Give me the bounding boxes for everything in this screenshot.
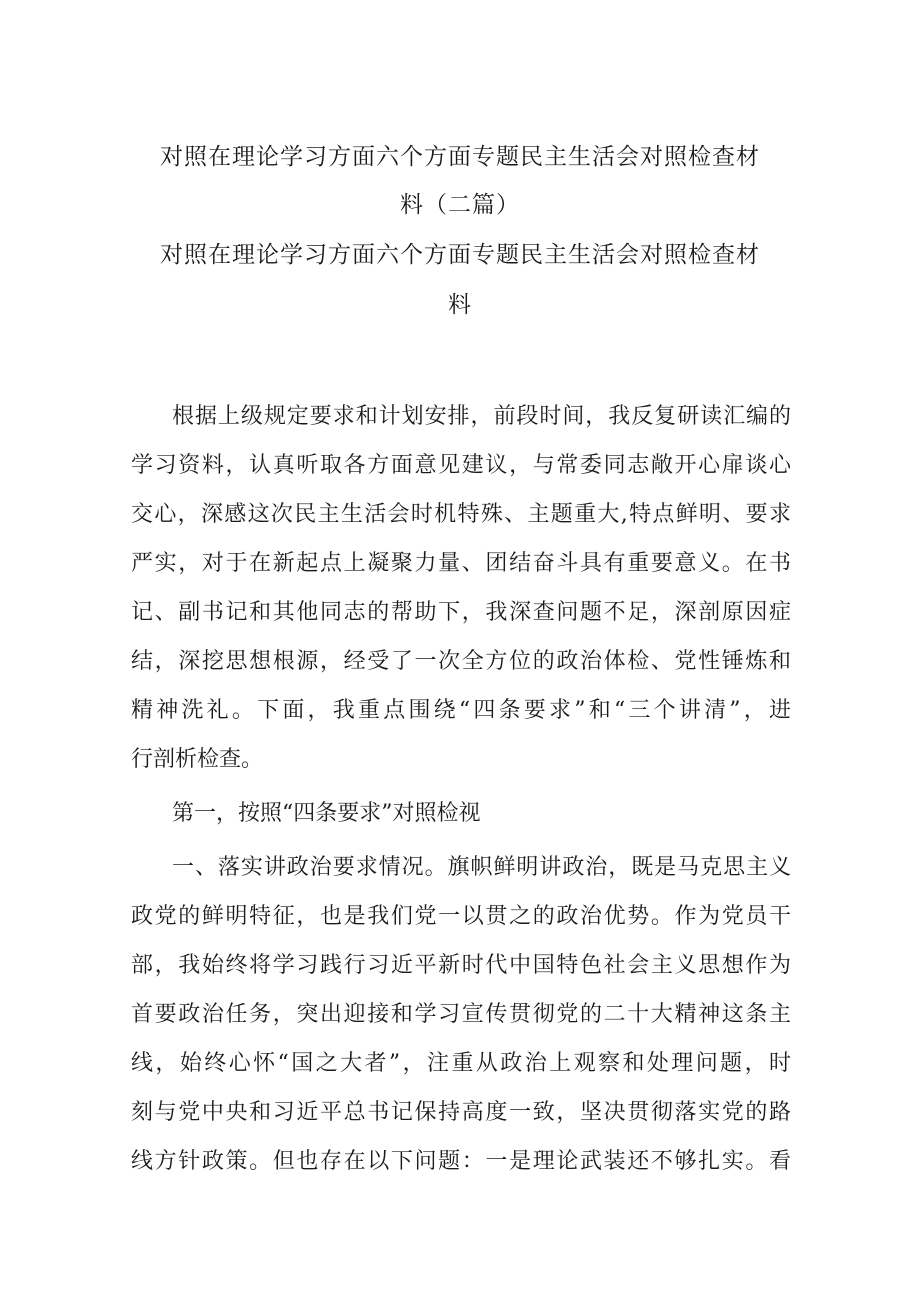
section-paragraph-line: 刻与党中央和习近平总书记保持高度一致，坚决贯彻落实党的路 (131, 1100, 791, 1125)
document-subtitle-line-1: 对照在理论学习方面六个方面专题民主生活会对照检查材 (160, 242, 760, 268)
section-paragraph-line: 一、落实讲政治要求情况。旗帜鲜明讲政治，既是马克思主义 (172, 855, 791, 880)
section-paragraph-line: 部，我始终将学习践行习近平新时代中国特色社会主义思想作为 (131, 953, 791, 978)
intro-paragraph-line: 交心，深感这次民主生活会时机特殊、主题重大,特点鲜明、要求 (131, 502, 791, 527)
document-title-line-2: 料（二篇） (400, 192, 520, 218)
document-title-line-1: 对照在理论学习方面六个方面专题民主生活会对照检查材 (160, 144, 760, 170)
intro-paragraph-line: 学习资料，认真听取各方面意见建议，与常委同志敞开心扉谈心 (131, 453, 791, 478)
section-paragraph-line: 线方针政策。但也存在以下问题：一是理论武装还不够扎实。看 (131, 1149, 791, 1174)
intro-paragraph-line: 结，深挖思想根源，经受了一次全方位的政治体检、党性锤炼和 (131, 649, 791, 674)
intro-paragraph-line: 精神洗礼。下面，我重点围绕“四条要求”和“三个讲清”，进 (131, 698, 791, 723)
document-subtitle-line-2: 料 (448, 292, 472, 318)
intro-paragraph-line: 根据上级规定要求和计划安排，前段时间，我反复研读汇编的 (172, 404, 791, 429)
section-paragraph-line: 线，始终心怀“国之大者”，注重从政治上观察和处理问题，时 (131, 1051, 791, 1076)
intro-paragraph-line: 严实，对于在新起点上凝聚力量、团结奋斗具有重要意义。在书 (131, 551, 791, 576)
intro-paragraph-line: 记、副书记和其他同志的帮助下，我深查问题不足，深剖原因症 (131, 600, 791, 625)
section-paragraph-line: 首要政治任务，突出迎接和学习宣传贯彻党的二十大精神这条主 (131, 1002, 791, 1027)
section-heading: 第一，按照“四条要求”对照检视 (172, 801, 481, 826)
intro-paragraph-line: 行剖析检查。 (131, 747, 264, 772)
section-paragraph-line: 政党的鲜明特征，也是我们党一以贯之的政治优势。作为党员干 (131, 904, 791, 929)
